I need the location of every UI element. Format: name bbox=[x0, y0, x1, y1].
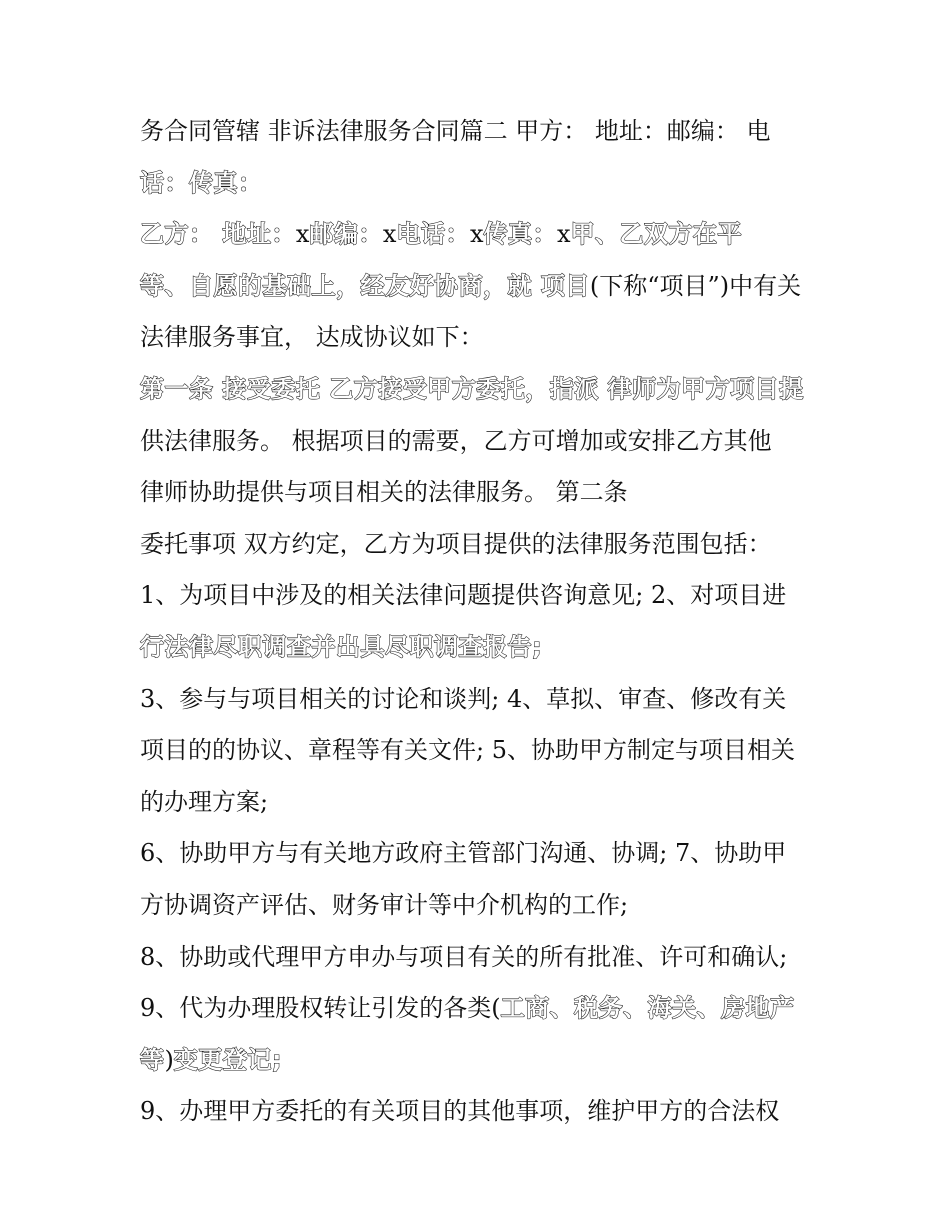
text-run: 8、协助或代理甲方申办与项目有关的所有批准、许可和确认; bbox=[140, 942, 788, 971]
outlined-text-run: 行法律尽职调查并出具尽职调查报告; bbox=[140, 632, 543, 661]
text-line bbox=[140, 777, 820, 829]
text-run: x bbox=[469, 220, 484, 249]
text-line bbox=[140, 880, 820, 932]
outlined-text-run: 第一条 接受委托 乙方接受甲方委托，指派 律师为甲方项目提 bbox=[140, 374, 804, 403]
text-line bbox=[140, 570, 820, 622]
text-line bbox=[140, 983, 820, 1035]
text-run: 项目的的协议、章程等有关文件; 5、协助甲方制定与项目相关 bbox=[140, 736, 795, 765]
text-line bbox=[140, 932, 820, 984]
outlined-text-run: 电话： bbox=[396, 220, 470, 249]
text-line bbox=[140, 622, 820, 674]
outlined-text-run: 话：传真： bbox=[140, 168, 263, 197]
outlined-text-run: 乙方： 地址： bbox=[140, 220, 296, 249]
outlined-text-run: 邮编： bbox=[309, 220, 383, 249]
text-run: 的办理方案; bbox=[140, 787, 269, 816]
outlined-text-run: 甲、乙双方在平 bbox=[570, 220, 743, 249]
text-run: 法律服务事宜， 达成协议如下： bbox=[140, 323, 484, 352]
text-line bbox=[140, 209, 820, 261]
text-line bbox=[140, 828, 820, 880]
text-line bbox=[140, 158, 820, 210]
text-run: 方协调资产评估、财务审计等中介机构的工作; bbox=[140, 890, 629, 919]
contract-text-body bbox=[140, 106, 820, 1138]
text-line bbox=[140, 106, 820, 158]
text-line bbox=[140, 1086, 820, 1138]
text-line bbox=[140, 312, 820, 364]
text-line bbox=[140, 416, 820, 468]
text-run: 1、为项目中涉及的相关法律问题提供咨询意见; 2、对项目进 bbox=[140, 581, 787, 610]
outlined-text-run: 变更登记; bbox=[173, 1045, 282, 1074]
text-run: (下称“项目”)中有关 bbox=[589, 271, 802, 300]
outlined-text-run: 等 bbox=[140, 1045, 165, 1074]
text-line bbox=[140, 261, 820, 313]
text-line bbox=[140, 364, 820, 416]
outlined-text-run: 等、自愿的基础上，经友好协商，就 项目 bbox=[140, 271, 590, 300]
text-line bbox=[140, 467, 820, 519]
text-run: 律师协助提供与项目相关的法律服务。 第二条 bbox=[140, 478, 628, 507]
text-run: ) bbox=[164, 1045, 174, 1074]
text-line bbox=[140, 725, 820, 777]
outlined-text-run: 工商、税务、海关、房地产 bbox=[500, 994, 795, 1023]
text-run: 务合同管辖 非诉法律服务合同篇二 甲方： 地址：邮编： 电 bbox=[140, 117, 771, 145]
text-run: x bbox=[557, 220, 571, 249]
text-run: x bbox=[382, 220, 397, 249]
text-line bbox=[140, 1035, 820, 1087]
text-run: 9、代为办理股权转让引发的各类( bbox=[140, 994, 501, 1023]
text-run: 9、办理甲方委托的有关项目的其他事项，维护甲方的合法权 bbox=[140, 1097, 780, 1126]
text-line bbox=[140, 519, 820, 571]
outlined-text-run: 传真： bbox=[483, 220, 557, 249]
text-run: 供法律服务。 根据项目的需要，乙方可增加或安排乙方其他 bbox=[140, 426, 772, 455]
text-run: x bbox=[295, 220, 310, 249]
text-run: 3、参与与项目相关的讨论和谈判; 4、草拟、审查、修改有关 bbox=[140, 684, 787, 713]
text-line bbox=[140, 674, 820, 726]
text-run: 委托事项 双方约定，乙方为项目提供的法律服务范围包括： bbox=[140, 529, 772, 558]
text-run: 6、协助甲方与有关地方政府主管部门沟通、协调; 7、协助甲 bbox=[140, 839, 787, 868]
